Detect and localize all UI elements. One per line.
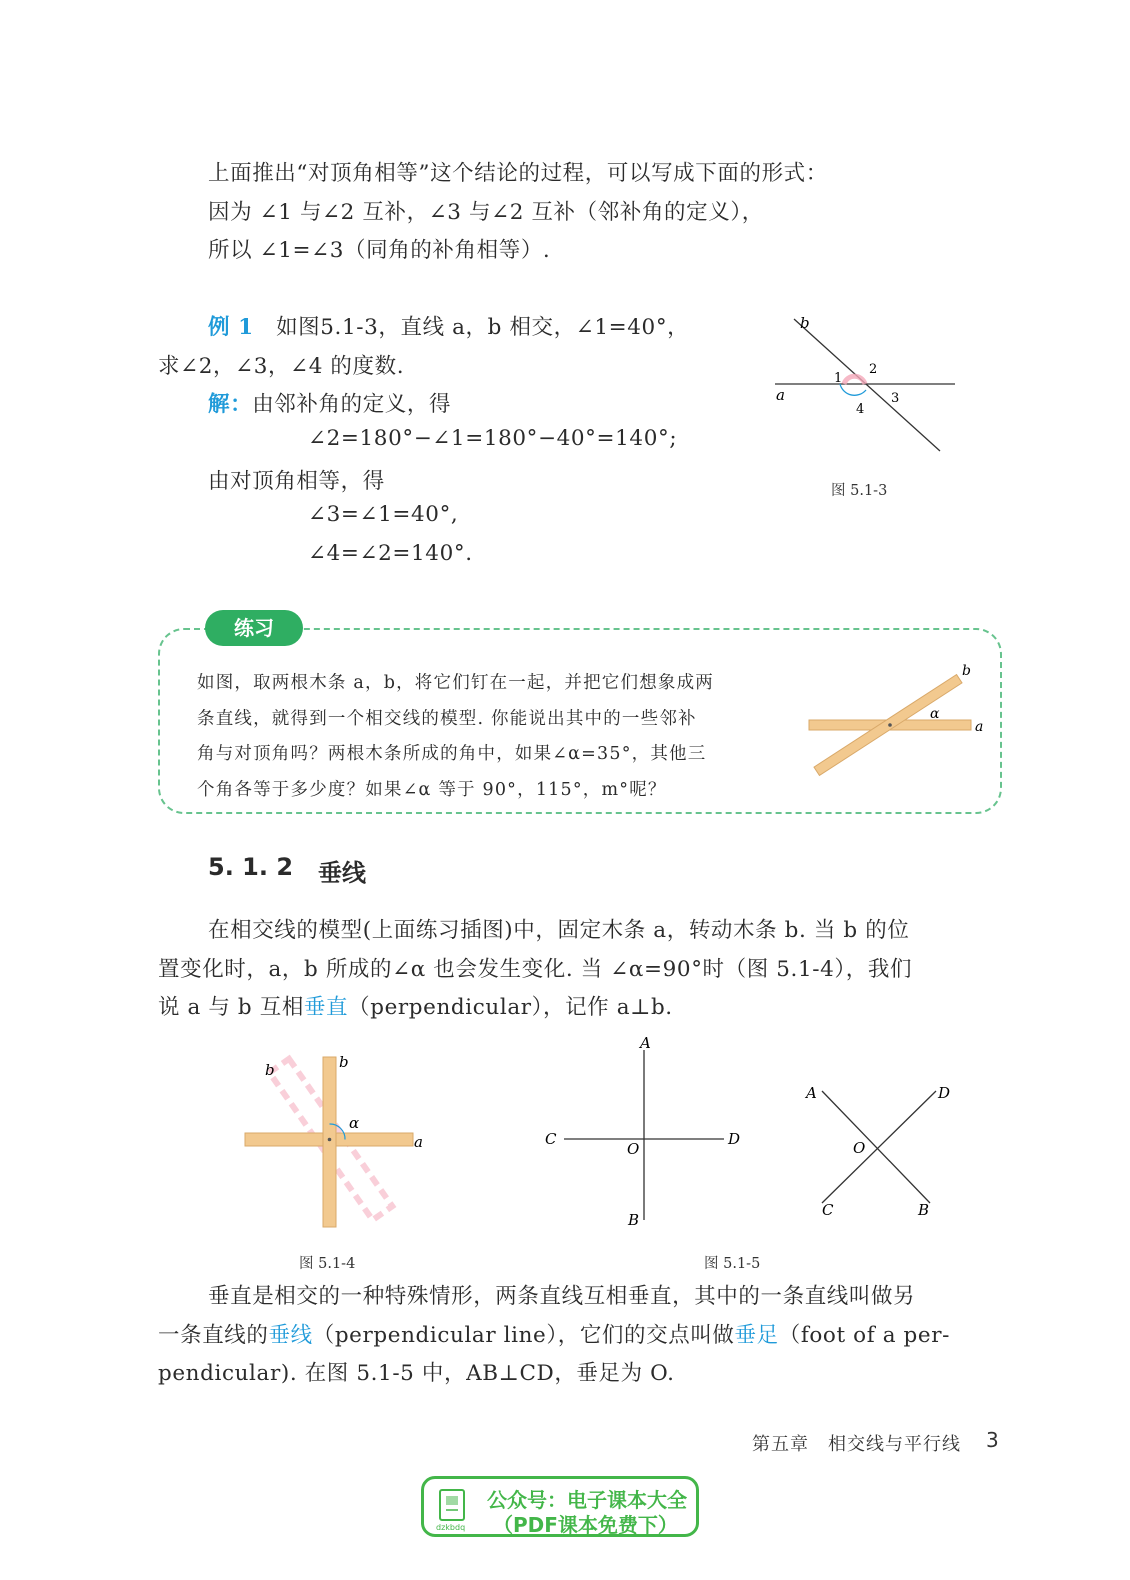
label-alpha: α [349, 1114, 360, 1132]
caption-5-1-4: 图 5.1-4 [299, 1256, 356, 1272]
label-a: a [776, 386, 785, 404]
para1-line-2: 置变化时，a，b 所成的∠α 也会发生变化. 当 ∠α=90°时（图 5.1-4），我们 [158, 957, 913, 982]
label-3: 3 [891, 391, 900, 406]
para1-line-3 [158, 990, 673, 1021]
wechat-banner[interactable] [421, 1476, 699, 1537]
label-b: b [800, 314, 810, 332]
label-4: 4 [856, 402, 865, 417]
wood-strip-b [323, 1057, 336, 1227]
solution-line-3: 由对顶角相等，得 [208, 469, 385, 494]
nail [888, 723, 892, 727]
para2-text-b: （perpendicular line），它们的交点叫做 [312, 1323, 735, 1348]
practice-line-1: 如图，取两根木条 a，b，将它们钉在一起，并把它们想象成两 [197, 673, 714, 693]
nail [328, 1138, 332, 1142]
label-D: D [938, 1084, 951, 1102]
label-1: 1 [834, 371, 843, 386]
para2-line-1: 垂直是相交的一种特殊情形，两条直线互相垂直，其中的一条直线叫做另 [208, 1284, 916, 1309]
solution-line-4: ∠3=∠1=40°, [308, 502, 459, 527]
book-icon [434, 1486, 474, 1527]
chapter-footer: 第五章 相交线与平行线 [752, 1434, 961, 1455]
label-D: D [728, 1130, 741, 1148]
solution-line-5: ∠4=∠2=140°. [308, 541, 473, 566]
solution-label: 解： [208, 392, 253, 417]
label-A: A [806, 1084, 817, 1102]
label-B: B [628, 1211, 640, 1229]
label-b: b [962, 663, 971, 679]
para2-line-2 [158, 1318, 950, 1349]
label-O: O [853, 1139, 866, 1157]
solution-line-2: ∠2=180°−∠1=180°−40°=140°; [308, 426, 678, 451]
practice-tag: 练习 [205, 610, 303, 646]
term-perpendicular-line: 垂线 [268, 1323, 313, 1348]
figure-5-1-4 [235, 1045, 435, 1235]
caption-5-1-3: 图 5.1-3 [831, 483, 888, 499]
banner-icon-text: dzkbdq [436, 1523, 466, 1532]
label-O: O [627, 1140, 640, 1158]
para1-text-b: （perpendicular），记作 a⊥b. [348, 995, 673, 1020]
term-foot: 垂足 [734, 1323, 779, 1348]
para1-line-1: 在相交线的模型(上面练习插图)中，固定木条 a，转动木条 b. 当 b 的位 [208, 918, 910, 943]
banner-line-1: 公众号：电子课本大全 [487, 1488, 687, 1512]
line-b [794, 319, 940, 451]
intro-line-1: 上面推出“对顶角相等”这个结论的过程，可以写成下面的形式： [208, 161, 828, 186]
para2-text-a: 一条直线的 [158, 1323, 269, 1348]
section-title: 垂线 [318, 859, 366, 887]
para2-text-c: （foot of a per- [778, 1323, 950, 1348]
example-line-2: 求∠2，∠3，∠4 的度数. [158, 354, 405, 379]
example-label: 例 1 [208, 315, 254, 340]
label-B: B [918, 1201, 930, 1219]
intro-line-2: 因为 ∠1 与∠2 互补，∠3 与∠2 互补（邻补角的定义）， [208, 200, 764, 225]
solution-line-1 [208, 387, 451, 418]
label-a: a [975, 719, 984, 735]
label-C: C [545, 1130, 557, 1148]
page-number: 3 [986, 1428, 999, 1452]
label-alpha: α [930, 706, 940, 722]
label-a: a [414, 1133, 423, 1151]
angle-mark-1 [844, 376, 865, 384]
label-C: C [822, 1201, 834, 1219]
label-2: 2 [869, 362, 878, 377]
figure-5-1-3 [770, 305, 970, 465]
section-number: 5. 1. 2 [208, 853, 294, 881]
practice-line-2: 条直线，就得到一个相交线的模型. 你能说出其中的一些邻补 [197, 709, 697, 729]
example-question: 如图5.1-3，直线 a，b 相交，∠1=40°， [276, 315, 690, 340]
banner-line-2: （PDF课本免费下） [493, 1513, 678, 1537]
intro-line-3: 所以 ∠1=∠3（同角的补角相等）. [208, 238, 551, 263]
para2-line-3: pendicular). 在图 5.1-5 中，AB⊥CD，垂足为 O. [158, 1361, 675, 1386]
solution-text: 由邻补角的定义，得 [252, 392, 452, 417]
term-perpendicular: 垂直 [303, 995, 349, 1020]
angle-mark-2 [840, 384, 866, 395]
label-b: b [339, 1053, 349, 1071]
practice-line-3: 角与对顶角吗？两根木条所成的角中，如果∠α=35°，其他三 [197, 744, 707, 764]
caption-5-1-5: 图 5.1-5 [704, 1256, 761, 1272]
wood-model-figure [800, 655, 1000, 785]
figure-5-1-5-left [540, 1030, 760, 1235]
figure-5-1-5-right [800, 1075, 970, 1225]
practice-line-4: 个角各等于多少度？如果∠α 等于 90°，115°，m°呢？ [197, 780, 667, 800]
label-b-ghost: b [265, 1061, 275, 1079]
example-line-1 [208, 310, 689, 341]
para1-text-a: 说 a 与 b 互相 [158, 995, 304, 1020]
label-A: A [640, 1034, 651, 1052]
